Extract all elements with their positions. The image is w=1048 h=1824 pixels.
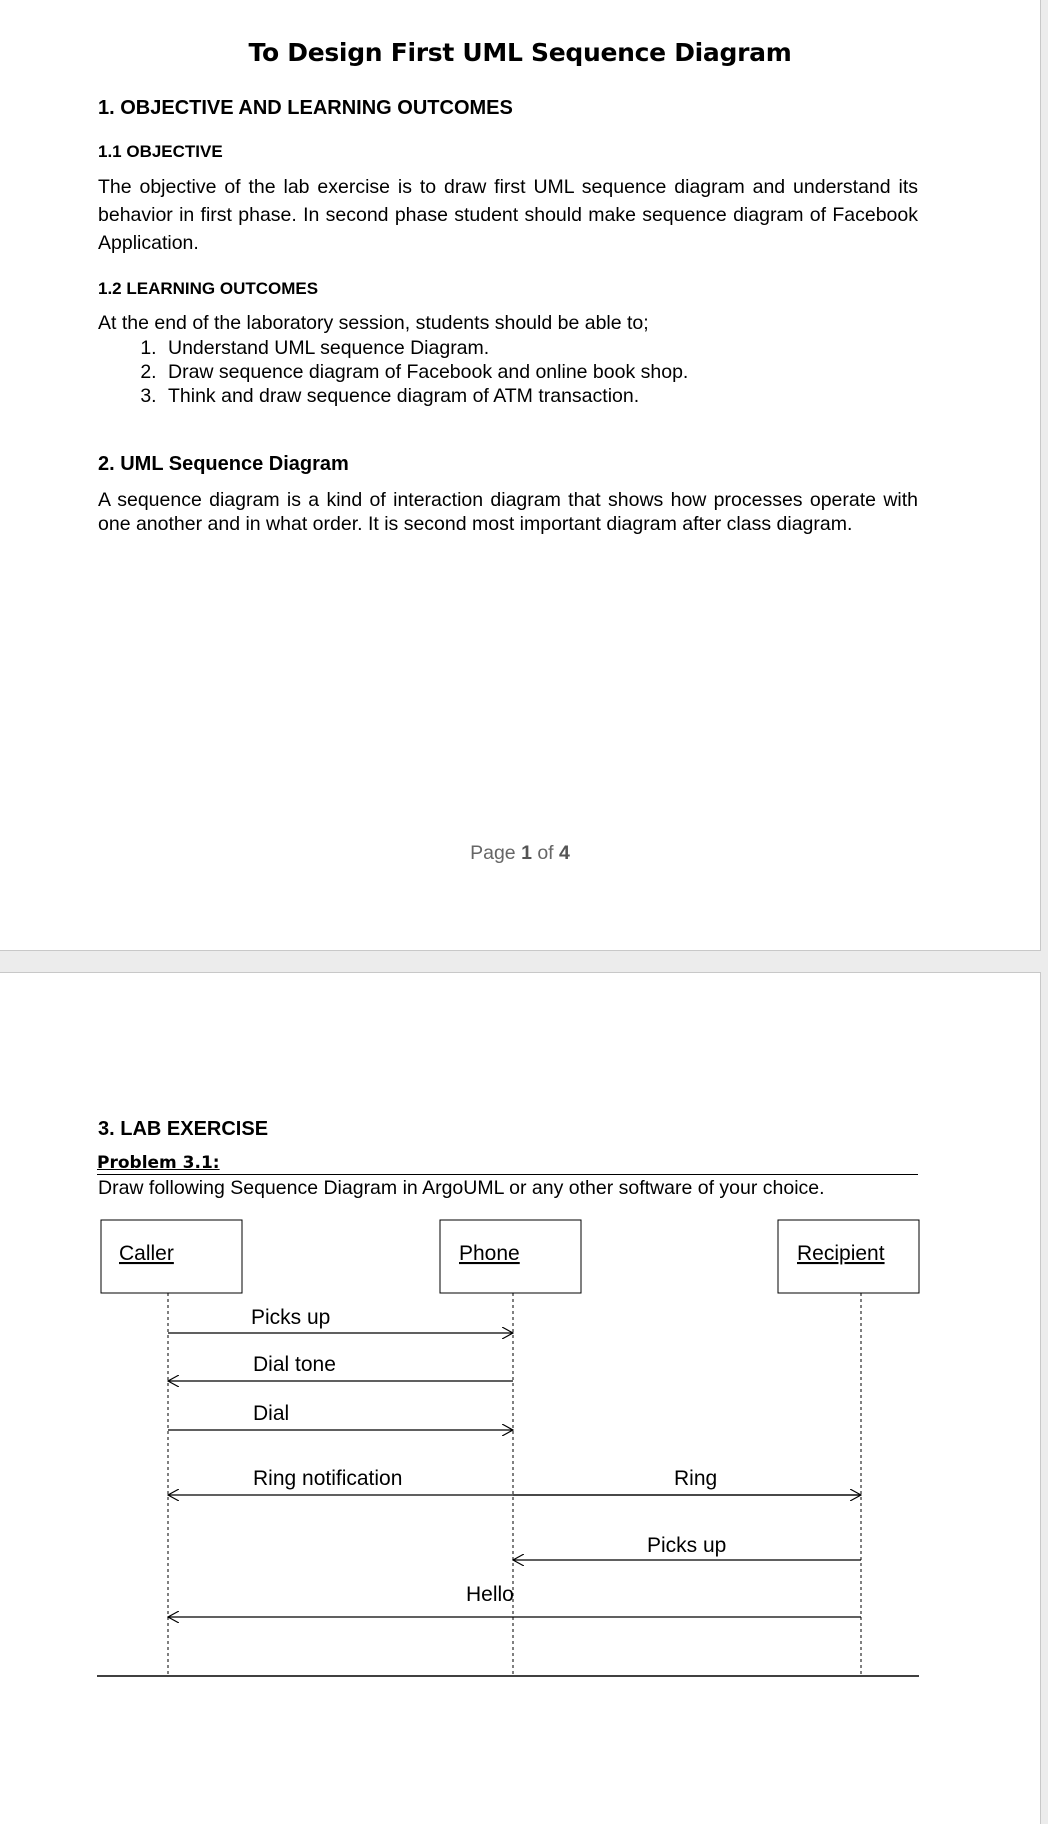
problem-text: Draw following Sequence Diagram in ArgoUML or any other software of your choice. [98, 1177, 825, 1199]
section3-heading: 3. LAB EXERCISE [98, 1118, 269, 1140]
message-label-picks-up: Picks up [251, 1306, 331, 1329]
footer-total-pages: 4 [559, 842, 570, 864]
message-label-recipient-picks-up: Picks up [647, 1534, 727, 1557]
outcomes-intro: At the end of the laboratory session, students should be able to; [98, 312, 649, 334]
lifeline-label-phone: Phone [459, 1242, 520, 1265]
section1-heading: 1. OBJECTIVE AND LEARNING OUTCOMES [98, 97, 513, 119]
lifeline-label-caller: Caller [119, 1242, 174, 1265]
lifeline-label-recipient: Recipient [797, 1242, 885, 1265]
footer-prefix: Page [470, 842, 522, 864]
objective-heading: 1.1 OBJECTIVE [98, 142, 223, 161]
footer-middle: of [531, 842, 560, 864]
list-item: 3. Think and draw sequence diagram of ATM transaction. [162, 384, 688, 408]
section2-text: A sequence diagram is a kind of interaction diagram that shows how processes operate with one another and in what order. It is second most important diagram after class diagram. [98, 489, 918, 535]
document-title: To Design First UML Sequence Diagram [248, 38, 792, 67]
message-label-ring-notification: Ring notification [253, 1467, 403, 1490]
footer-current-page: 1 [521, 842, 532, 864]
message-label-dial-tone: Dial tone [253, 1353, 336, 1376]
list-item: 1. Understand UML sequence Diagram. [162, 336, 688, 360]
message-label-ring: Ring [674, 1467, 718, 1490]
section2-heading: 2. UML Sequence Diagram [98, 453, 349, 475]
message-label-dial: Dial [253, 1402, 290, 1425]
objective-text: The objective of the lab exercise is to draw first UML sequence diagram and understand its behavior in first phase. In second phase student should make sequence diagram of Facebook Application. [98, 176, 918, 254]
outcomes-heading: 1.2 LEARNING OUTCOMES [98, 279, 319, 298]
message-label-hello: Hello [466, 1583, 514, 1606]
problem-label: Problem 3.1: [97, 1152, 918, 1175]
list-item: 2. Draw sequence diagram of Facebook and online book shop. [162, 360, 688, 384]
